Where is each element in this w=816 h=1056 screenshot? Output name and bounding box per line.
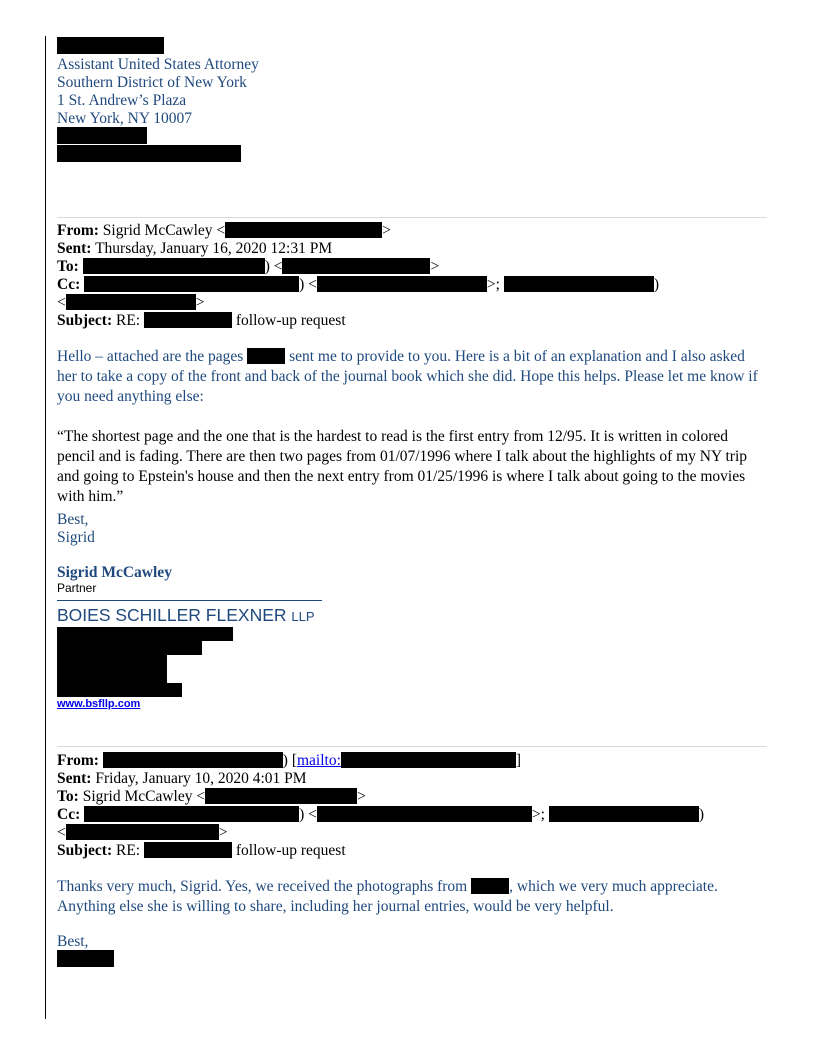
signature-title: Assistant United States Attorney	[57, 56, 259, 73]
signature-office: Southern District of New York	[57, 74, 247, 91]
redaction-block	[57, 655, 167, 669]
signature-address: 1 St. Andrew’s Plaza	[57, 92, 187, 109]
email-separator	[57, 746, 767, 747]
email-header-from: From: Sigrid McCawley < >	[57, 222, 391, 239]
email-header-from: From: ) [mailto: ]	[57, 752, 522, 769]
firm-website-link[interactable]: www.bsfllp.com	[57, 698, 141, 710]
email-body-quote: “The shortest page and the one that is the hardest to read is the first entry from 12/95. It is written in colored pencil and is fading. There are then two pages from 01/07/1996 where I talk about the highlights of my NY trip and going to Epstein's house and then the next entry from 01/25/1996 is where I talk about going to the movies with him.”	[57, 428, 748, 505]
email-closing: Best,	[57, 511, 89, 528]
email-header-to: To: Sigrid McCawley < >	[57, 788, 366, 805]
email-body-paragraph: Thanks very much, Sigrid. Yes, we received the photographs from , which we very much appreciate. Anything else she is willing to share, including her journal entries, would be very helpful.	[57, 878, 718, 915]
signature-job-title: Partner	[57, 581, 97, 595]
firm-logo: BOIES SCHILLER FLEXNER LLP	[57, 605, 315, 625]
redaction-block	[57, 683, 182, 697]
redaction-block	[57, 145, 241, 162]
redaction-block	[57, 641, 202, 655]
email-separator	[57, 217, 767, 218]
redaction-block	[57, 127, 147, 144]
email-closing: Best,	[57, 933, 89, 950]
signature-city: New York, NY 10007	[57, 110, 193, 127]
email-header-sent: Sent: Thursday, January 16, 2020 12:31 PM	[57, 240, 333, 257]
redaction-block	[57, 669, 167, 683]
signature-divider	[57, 600, 322, 601]
left-margin-rule	[45, 36, 46, 1019]
redaction-block	[57, 37, 164, 54]
email-header-cc: Cc: ) < >; )	[57, 806, 705, 823]
mailto-link[interactable]: mailto:	[296, 752, 341, 769]
email-header-sent: Sent: Friday, January 10, 2020 4:01 PM	[57, 770, 307, 787]
redaction-block	[57, 627, 233, 641]
email-closing-name: Sigrid	[57, 529, 95, 546]
email-header-cc: Cc: ) < >; )	[57, 276, 660, 293]
email-header-subject: Subject: RE: follow-up request	[57, 312, 346, 329]
email-header-to: To: ) < >	[57, 258, 440, 275]
email-header-cc-cont: < >	[57, 824, 228, 841]
email-header-cc-cont: < >	[57, 294, 205, 311]
redaction-block	[57, 950, 114, 967]
email-body-paragraph: Hello – attached are the pages sent me to provide to you. Here is a bit of an explanation and I also asked her to take a copy of the front and back of the journal book which she did. Hope this helps. Please let me know if you need anything else:	[57, 348, 758, 405]
signature-name: Sigrid McCawley	[57, 564, 172, 581]
email-header-subject: Subject: RE: follow-up request	[57, 842, 346, 859]
